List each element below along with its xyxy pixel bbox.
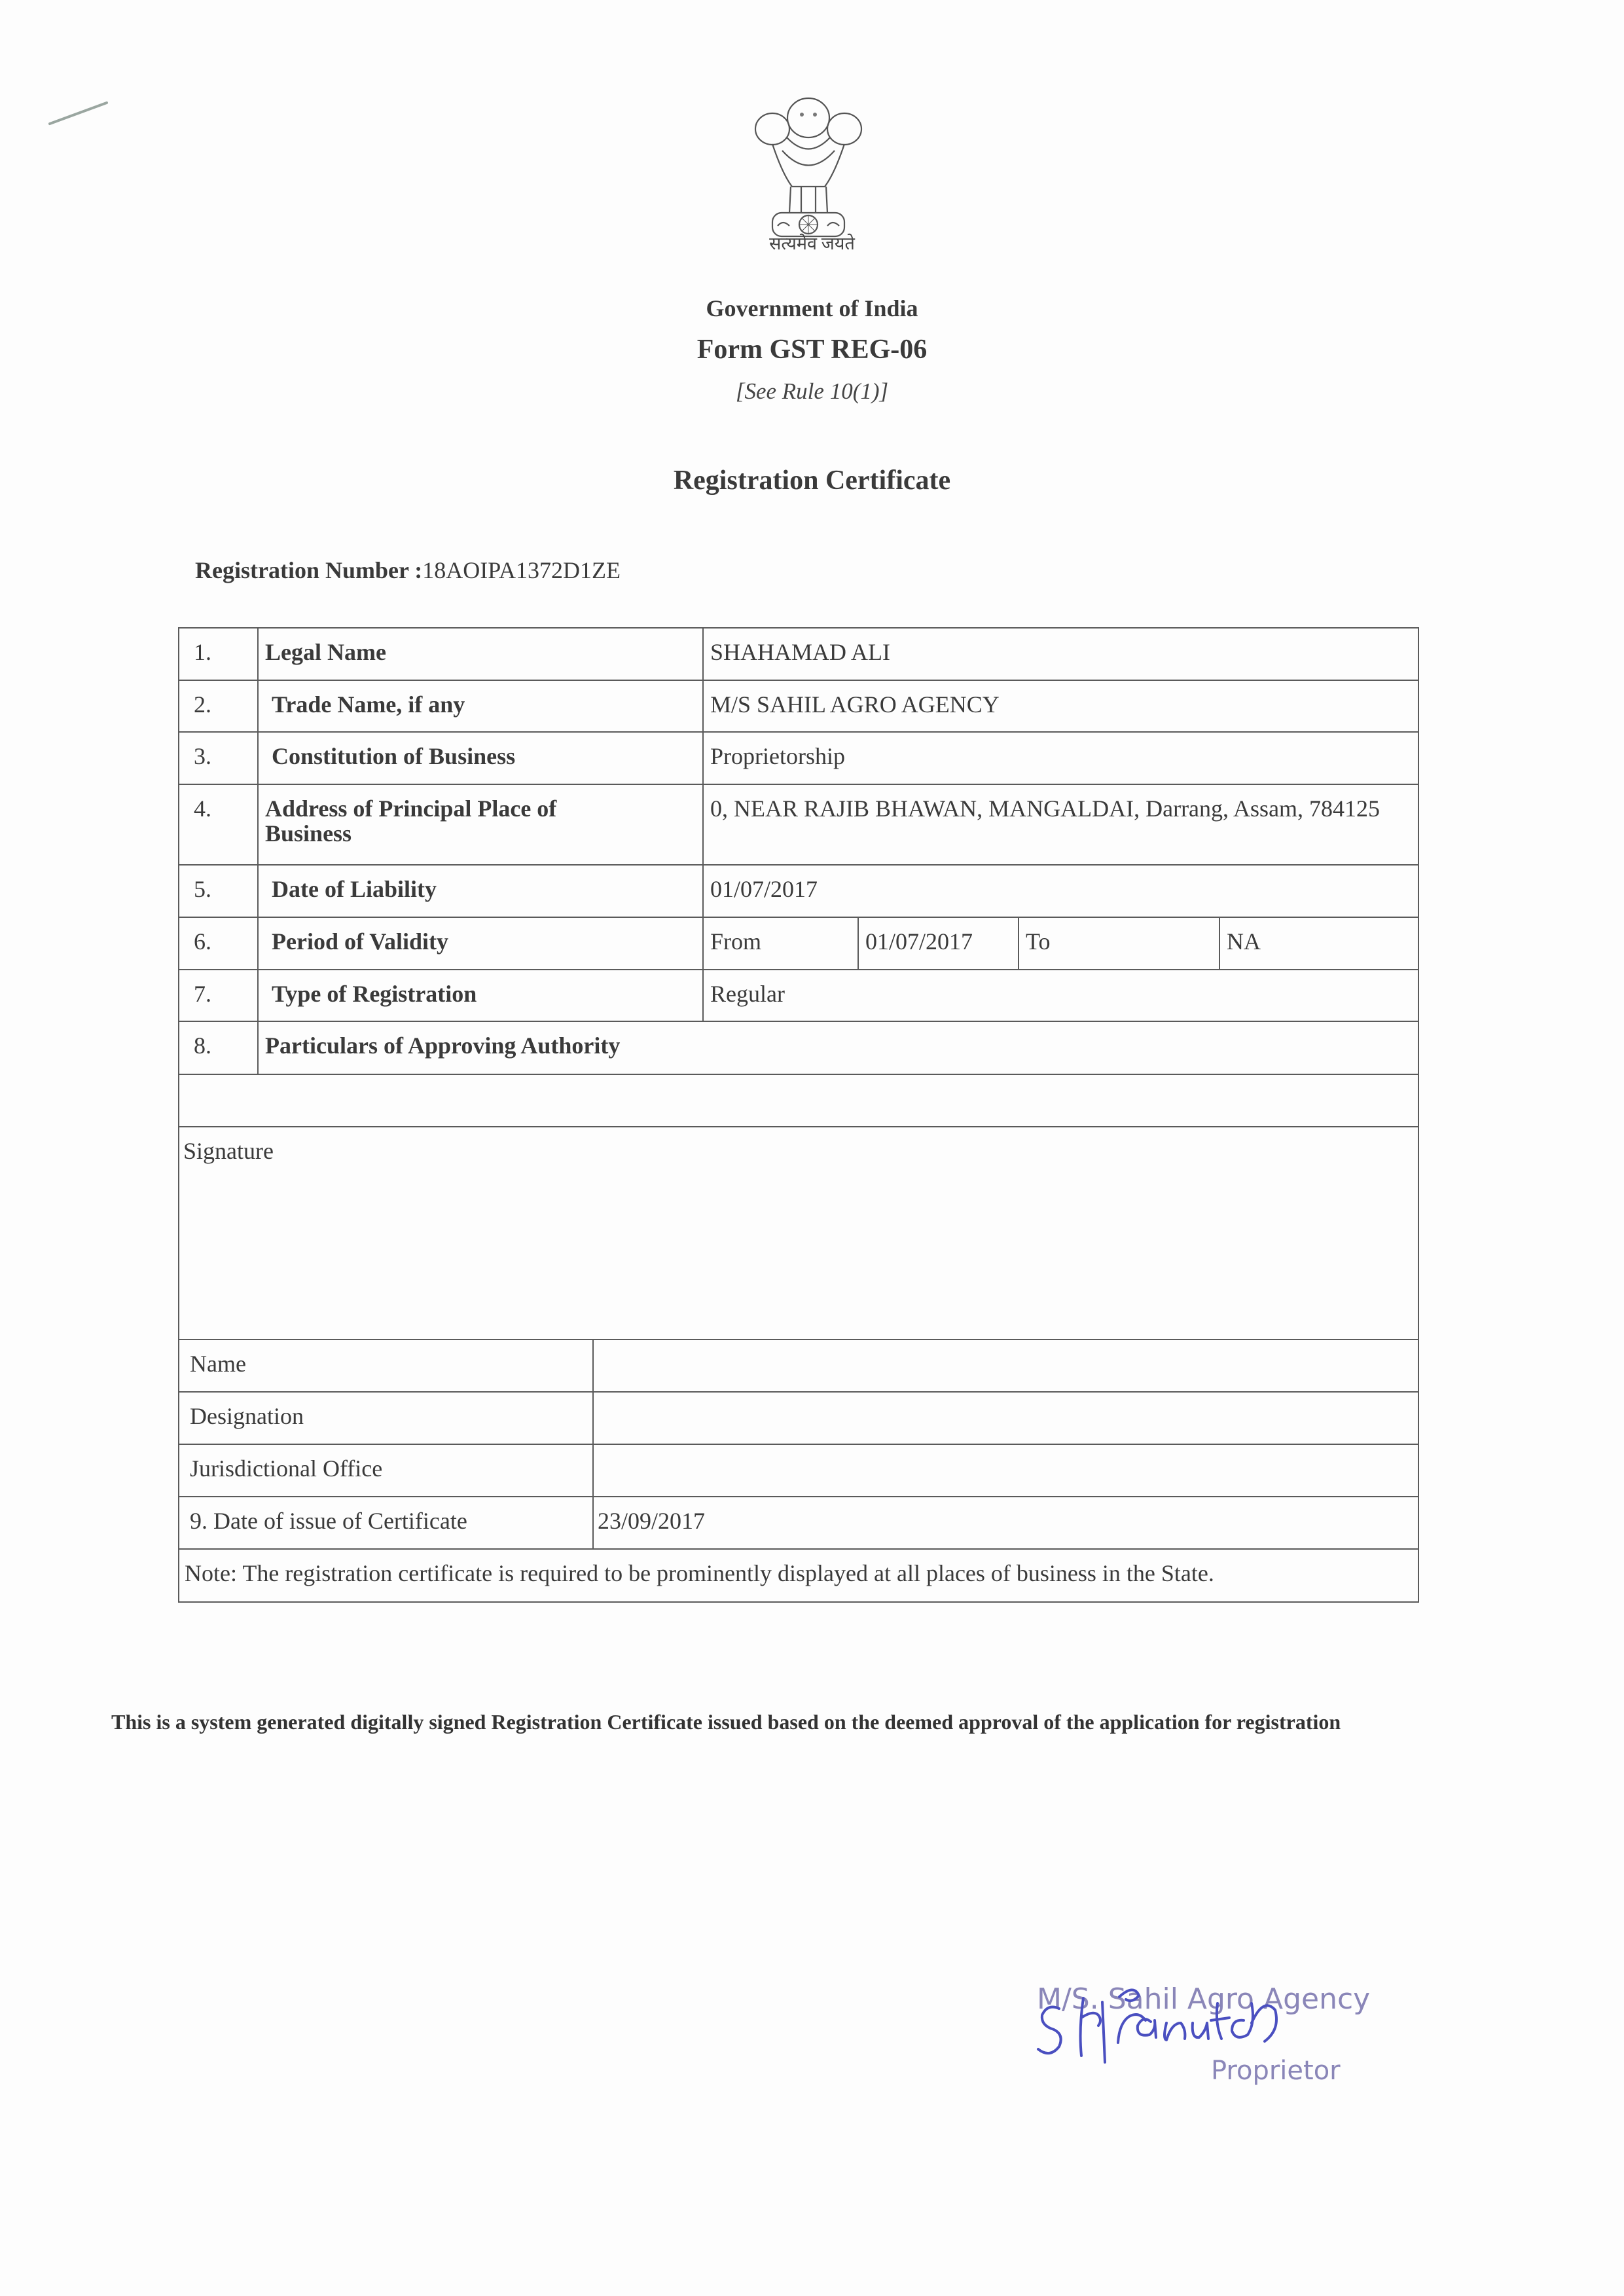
display-note: Note: The registration certificate is required to be prominently displayed at all places of business in the State. [178, 1548, 1419, 1603]
row-number: 2. [178, 680, 259, 733]
signature-box [178, 1126, 1419, 1340]
row-number: 3. [178, 731, 259, 785]
handwritten-signature-icon [1021, 1958, 1388, 2108]
government-title: Government of India [706, 295, 918, 321]
certificate-title: Registration Certificate [673, 465, 951, 496]
scan-mark-icon [45, 95, 123, 128]
row-label: Particulars of Approving Authority [257, 1021, 1419, 1075]
trade-name-value: M/S SAHIL AGRO AGENCY [702, 680, 1419, 733]
date-of-liability-value: 01/07/2017 [702, 864, 1419, 918]
stamp-role: Proprietor [1211, 2056, 1341, 2086]
row-number: 1. [178, 627, 259, 681]
blank-row [178, 1074, 1419, 1127]
proprietor-stamp [1021, 1958, 1388, 2108]
address-value: 0, NEAR RAJIB BHAWAN, MANGALDAI, Darrang, Assam, 784125 [702, 784, 1419, 866]
signature-label: Signature [183, 1138, 274, 1164]
issue-date-label: 9. Date of issue of Certificate [178, 1496, 594, 1550]
validity-to-value: NA [1219, 917, 1419, 970]
registration-number-line [195, 556, 621, 584]
validity-from-label: From [702, 917, 859, 970]
authority-designation-label: Designation [178, 1391, 594, 1445]
row-label: Type of Registration [257, 969, 704, 1022]
system-generated-note: This is a system generated digitally signed Registration Certificate issued based on the deemed approval of the application for registration [111, 1710, 1341, 1734]
registration-number-label: Registration Number : [195, 557, 423, 583]
row-label: Address of Principal Place of Business [257, 784, 704, 866]
registration-number-value: 18AOIPA1372D1ZE [422, 557, 621, 583]
rule-reference: [See Rule 10(1)] [735, 378, 889, 404]
authority-designation-value [592, 1391, 1419, 1445]
row-label: Date of Liability [257, 864, 704, 918]
row-number: 6. [178, 917, 259, 970]
jurisdictional-office-value [592, 1444, 1419, 1497]
emblem-motto: सत्यमेव जयते [769, 234, 855, 253]
national-emblem-icon [746, 88, 871, 239]
row-label: Legal Name [257, 627, 704, 681]
row-number: 4. [178, 784, 259, 866]
legal-name-value: SHAHAMAD ALI [702, 627, 1419, 681]
row-label: Trade Name, if any [257, 680, 704, 733]
row-number: 8. [178, 1021, 259, 1075]
row-number: 5. [178, 864, 259, 918]
row-label: Constitution of Business [257, 731, 704, 785]
authority-name-label: Name [178, 1339, 594, 1393]
validity-from-value: 01/07/2017 [857, 917, 1019, 970]
authority-name-value [592, 1339, 1419, 1393]
constitution-value: Proprietorship [702, 731, 1419, 785]
validity-to-label: To [1018, 917, 1220, 970]
issue-date-value: 23/09/2017 [592, 1496, 1419, 1550]
row-label: Period of Validity [257, 917, 704, 970]
stamp-firm-name: M/S. Sahil Agro Agency [1037, 1982, 1371, 2016]
form-title: Form GST REG-06 [696, 335, 928, 365]
jurisdictional-office-label: Jurisdictional Office [178, 1444, 594, 1497]
registration-type-value: Regular [702, 969, 1419, 1022]
row-number: 7. [178, 969, 259, 1022]
